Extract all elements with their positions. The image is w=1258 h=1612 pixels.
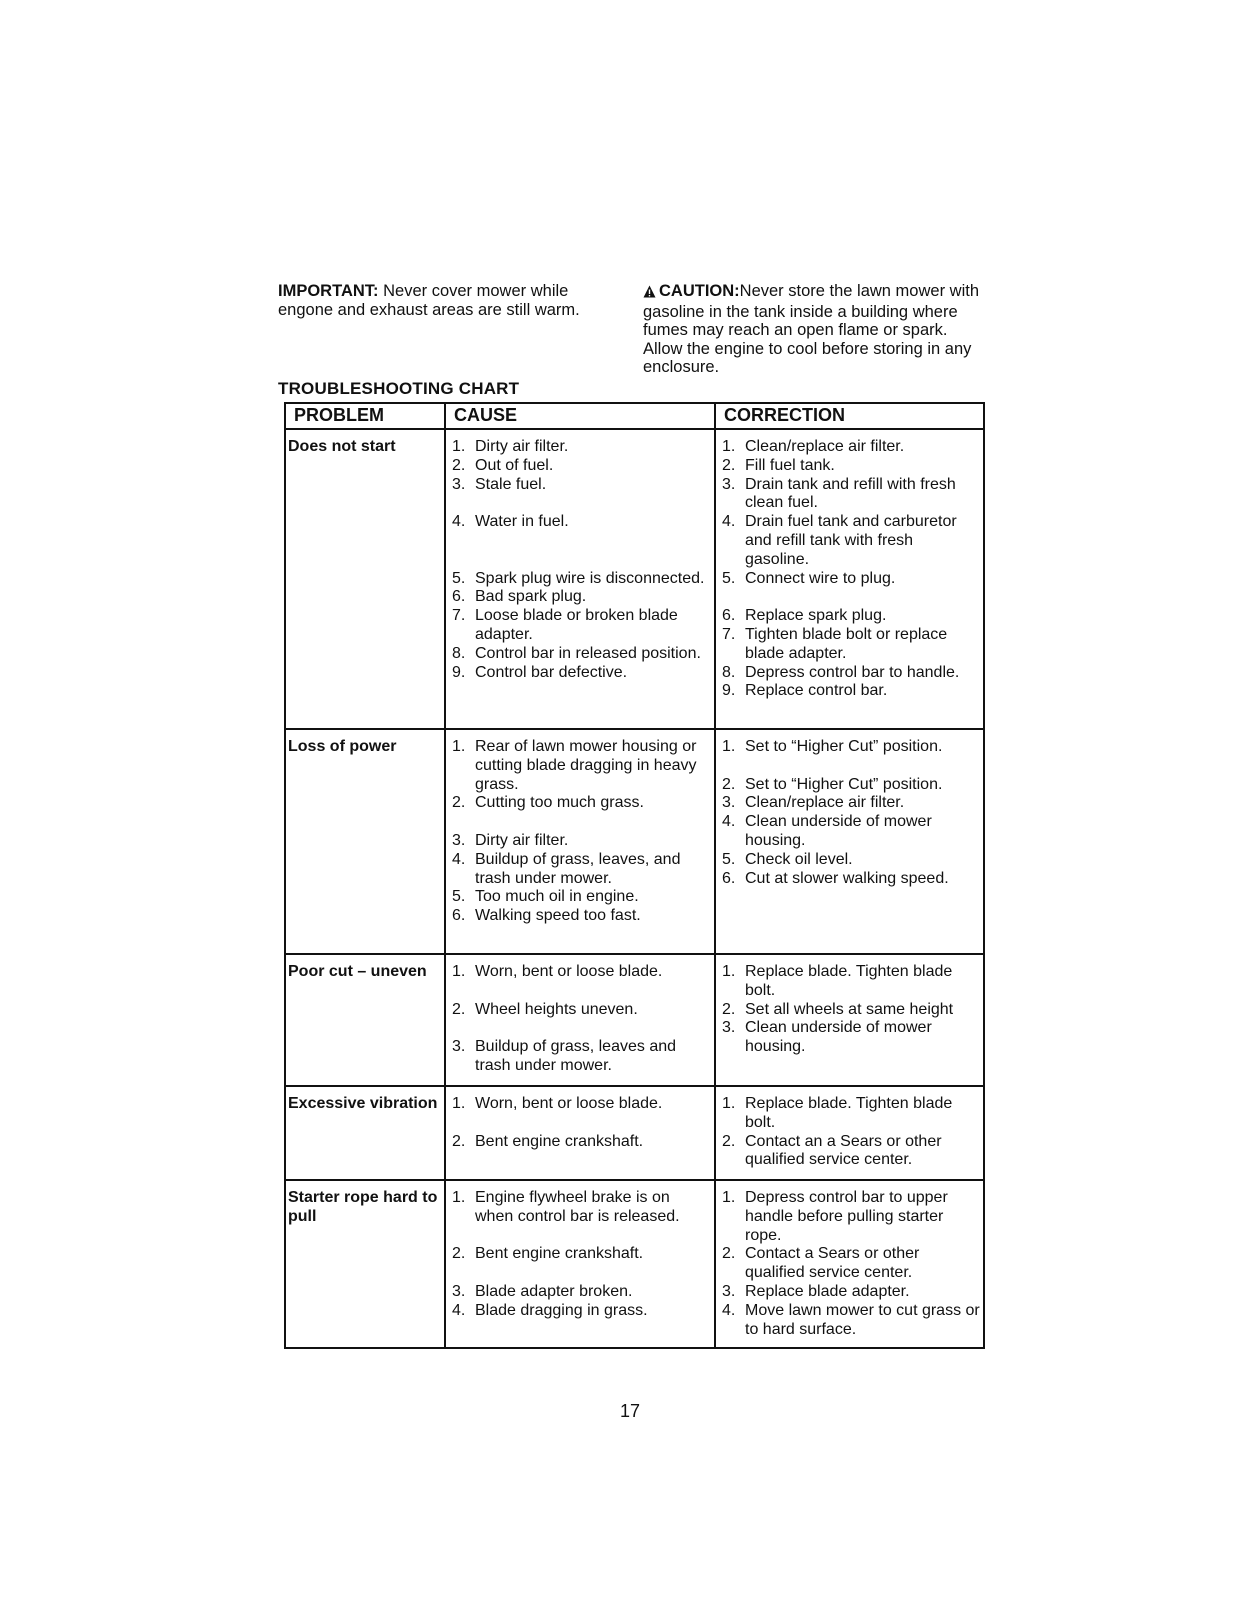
correction-number: 1.	[722, 1095, 736, 1112]
correction-cell	[714, 1181, 983, 1347]
cause-text: Spark plug wire is disconnected.	[475, 569, 705, 587]
cause-number: 3.	[452, 831, 466, 849]
cause-text: Buildup of grass, leaves, and trash under mower.	[475, 850, 681, 887]
cause-number: 4.	[452, 1301, 466, 1319]
cause-number: 9.	[452, 663, 466, 681]
cause-text	[475, 494, 712, 513]
correction-number: 2.	[722, 775, 736, 793]
correction-number: 3.	[722, 1019, 736, 1037]
cause-number	[450, 1114, 475, 1133]
cause-number	[450, 551, 475, 570]
correction-item	[720, 776, 981, 795]
cause-text	[475, 982, 712, 1001]
cause-text	[475, 813, 712, 832]
correction-number: 2.	[722, 1000, 736, 1018]
cause-text	[475, 551, 712, 570]
cause-text: Blade adapter broken.	[475, 1282, 633, 1300]
cause-text	[475, 1227, 712, 1246]
correction-number: 2.	[722, 1245, 736, 1263]
cause-number: 8.	[452, 644, 466, 662]
table-row	[286, 1087, 983, 1181]
cause-item	[450, 588, 712, 607]
correction-item	[720, 851, 981, 870]
cause-item	[450, 664, 712, 683]
correction-item	[720, 588, 981, 607]
correction-text: Move lawn mower to cut grass or to hard surface.	[745, 1301, 980, 1338]
important-note	[278, 282, 623, 319]
important-label: IMPORTANT:	[278, 282, 379, 300]
correction-number: 8.	[722, 663, 736, 681]
correction-number	[720, 588, 745, 607]
cause-item	[450, 551, 712, 570]
correction-text	[745, 757, 981, 776]
cause-item	[450, 738, 712, 794]
cause-number: 1.	[452, 1189, 466, 1206]
table-row	[286, 430, 983, 730]
correction-number: 2.	[722, 456, 736, 474]
correction-text: Contact a Sears or other qualified service center.	[745, 1245, 920, 1282]
cause-item	[450, 494, 712, 513]
correction-text: Fill fuel tank.	[745, 456, 835, 474]
correction-number: 1.	[722, 1189, 736, 1206]
cause-number	[450, 1019, 475, 1038]
cause-item	[450, 1302, 712, 1321]
cause-item	[450, 1264, 712, 1283]
cause-cell	[444, 730, 714, 953]
cause-item	[450, 982, 712, 1001]
correction-number: 1.	[722, 438, 736, 455]
cause-text	[475, 1264, 712, 1283]
correction-text: Replace control bar.	[745, 682, 888, 700]
correction-number: 7.	[722, 625, 736, 643]
cause-number: 6.	[452, 588, 466, 606]
cause-number: 4.	[452, 850, 466, 868]
cause-cell	[444, 955, 714, 1085]
cause-number	[450, 494, 475, 513]
cause-text: Water in fuel.	[475, 513, 569, 531]
cause-text: Cutting too much grass.	[475, 794, 644, 812]
table-body	[286, 430, 983, 1347]
cause-number: 3.	[452, 475, 466, 493]
correction-item	[720, 626, 981, 664]
cause-number: 3.	[452, 1038, 466, 1056]
cause-item	[450, 457, 712, 476]
correction-item	[720, 1095, 981, 1133]
correction-text: Set to “Higher Cut” position.	[745, 775, 943, 793]
cause-item	[450, 1114, 712, 1133]
cause-item	[450, 1189, 712, 1227]
cause-number: 5.	[452, 569, 466, 587]
cause-number: 2.	[452, 1245, 466, 1263]
cause-item	[450, 1245, 712, 1264]
troubleshooting-table	[284, 402, 985, 1349]
cause-item	[450, 607, 712, 645]
cause-number: 5.	[452, 888, 466, 906]
cause-text: Control bar in released position.	[475, 644, 701, 662]
cause-item	[450, 1227, 712, 1246]
cause-item	[450, 476, 712, 495]
correction-item	[720, 963, 981, 1001]
correction-item	[720, 813, 981, 851]
correction-number: 5.	[722, 569, 736, 587]
correction-text: Clean/replace air filter.	[745, 794, 905, 812]
cause-item	[450, 963, 712, 982]
correction-text: Connect wire to plug.	[745, 569, 896, 587]
correction-number: 4.	[722, 513, 736, 531]
header-cause: CAUSE	[444, 404, 714, 428]
correction-text: Clean/replace air filter.	[745, 438, 905, 455]
table-header	[286, 404, 983, 430]
correction-number: 5.	[722, 850, 736, 868]
correction-text: Clean underside of mower housing.	[745, 1019, 932, 1056]
cause-text	[475, 532, 712, 551]
cause-text: Buildup of grass, leaves and trash under mower.	[475, 1038, 677, 1074]
cause-item	[450, 570, 712, 589]
correction-number: 2.	[722, 1132, 736, 1150]
correction-text	[745, 588, 981, 607]
correction-item	[720, 1283, 981, 1302]
correction-cell	[714, 1087, 983, 1179]
caution-note	[643, 282, 988, 377]
cause-text: Dirty air filter.	[475, 438, 569, 455]
cause-item	[450, 832, 712, 851]
cause-text: Worn, bent or loose blade.	[475, 963, 663, 980]
correction-number: 9.	[722, 682, 736, 700]
correction-item	[720, 1001, 981, 1020]
cause-item	[450, 532, 712, 551]
correction-number: 3.	[722, 794, 736, 812]
correction-text: Drain fuel tank and carburetor and refill tank with fresh gasoline.	[745, 513, 957, 568]
correction-text: Depress control bar to upper handle before pulling starter rope.	[745, 1189, 948, 1244]
correction-text: Cut at slower walking speed.	[745, 869, 949, 887]
correction-item	[720, 870, 981, 889]
cause-text: Blade dragging in grass.	[475, 1301, 648, 1319]
cause-number: 1.	[452, 738, 466, 755]
cause-item	[450, 1019, 712, 1038]
correction-number: 6.	[722, 869, 736, 887]
cause-text: Stale fuel.	[475, 475, 547, 493]
warning-triangle-icon	[643, 284, 656, 303]
table-row	[286, 730, 983, 955]
correction-item	[720, 1245, 981, 1283]
cause-text: Dirty air filter.	[475, 831, 569, 849]
correction-number	[720, 757, 745, 776]
correction-number: 6.	[722, 607, 736, 625]
cause-text: Engine flywheel brake is on when control bar is released.	[475, 1189, 680, 1225]
cause-text	[475, 1114, 712, 1133]
correction-text: Check oil level.	[745, 850, 853, 868]
cause-number: 2.	[452, 1000, 466, 1018]
correction-item	[720, 738, 981, 757]
correction-text: Replace spark plug.	[745, 607, 887, 625]
cause-text: Control bar defective.	[475, 663, 628, 681]
correction-item	[720, 457, 981, 476]
cause-item	[450, 1133, 712, 1152]
correction-text: Set all wheels at same height	[745, 1000, 954, 1018]
cause-number	[450, 982, 475, 1001]
cause-cell	[444, 1181, 714, 1347]
cause-number: 3.	[452, 1282, 466, 1300]
correction-text: Drain tank and refill with fresh clean fuel.	[745, 475, 956, 512]
caution-label: CAUTION:	[659, 282, 740, 300]
cause-item	[450, 1095, 712, 1114]
correction-text: Replace blade adapter.	[745, 1282, 910, 1300]
correction-text: Set to “Higher Cut” position.	[745, 738, 943, 755]
problem-cell: Excessive vibration	[288, 1095, 438, 1112]
correction-item	[720, 1019, 981, 1057]
correction-text: Tighten blade bolt or replace blade adapter.	[745, 625, 948, 662]
problem-cell: Starter rope hard to pull	[288, 1189, 438, 1225]
cause-number: 2.	[452, 456, 466, 474]
cause-text: Walking speed too fast.	[475, 907, 641, 925]
cause-item	[450, 794, 712, 813]
table-row	[286, 1181, 983, 1347]
cause-number: 2.	[452, 794, 466, 812]
correction-text: Depress control bar to handle.	[745, 663, 960, 681]
correction-item	[720, 682, 981, 701]
cause-number: 2.	[452, 1132, 466, 1150]
correction-item	[720, 476, 981, 514]
correction-item	[720, 794, 981, 813]
cause-item	[450, 813, 712, 832]
cause-text: Worn, bent or loose blade.	[475, 1095, 663, 1112]
chart-title: TROUBLESHOOTING CHART	[278, 379, 520, 398]
cause-item	[450, 851, 712, 889]
header-correction: CORRECTION	[714, 404, 983, 428]
cause-number: 4.	[452, 513, 466, 531]
cause-cell	[444, 1087, 714, 1179]
page-number: 17	[620, 1401, 641, 1421]
correction-cell	[714, 730, 983, 953]
cause-item	[450, 438, 712, 457]
correction-number: 1.	[722, 738, 736, 755]
cause-text: Wheel heights uneven.	[475, 1000, 638, 1018]
correction-cell	[714, 955, 983, 1085]
caution-text: Never store the lawn mower with gasoline in the tank inside a building where fumes may reach an open flame or spark. Allow the engine to cool before storing in any enclosure.	[643, 282, 979, 377]
cause-text: Bent engine crankshaft.	[475, 1245, 644, 1263]
correction-item	[720, 757, 981, 776]
correction-text: Replace blade. Tighten blade bolt.	[745, 1095, 953, 1131]
important-text: Never cover mower while engone and exhaust areas are still warm.	[278, 282, 580, 319]
cause-number: 1.	[452, 963, 466, 980]
cause-number	[450, 532, 475, 551]
correction-item	[720, 664, 981, 683]
cause-item	[450, 513, 712, 532]
problem-cell: Poor cut – uneven	[288, 963, 427, 980]
cause-number	[450, 1227, 475, 1246]
cause-text	[475, 1019, 712, 1038]
correction-number: 3.	[722, 1282, 736, 1300]
cause-text: Too much oil in engine.	[475, 888, 639, 906]
cause-text: Bent engine crankshaft.	[475, 1132, 644, 1150]
cause-cell	[444, 430, 714, 728]
correction-text: Contact an a Sears or other qualified service center.	[745, 1132, 942, 1169]
header-problem: PROBLEM	[294, 405, 384, 425]
cause-number: 6.	[452, 907, 466, 925]
cause-number: 7.	[452, 607, 466, 625]
correction-item	[720, 570, 981, 589]
cause-item	[450, 645, 712, 664]
correction-number: 3.	[722, 475, 736, 493]
correction-text: Replace blade. Tighten blade bolt.	[745, 963, 953, 999]
cause-text: Rear of lawn mower housing or cutting blade dragging in heavy grass.	[475, 738, 697, 793]
cause-text: Loose blade or broken blade adapter.	[475, 607, 678, 643]
cause-item	[450, 1283, 712, 1302]
correction-cell	[714, 430, 983, 728]
cause-text: Out of fuel.	[475, 456, 554, 474]
correction-text: Clean underside of mower housing.	[745, 813, 932, 849]
correction-item	[720, 1133, 981, 1171]
cause-number: 1.	[452, 438, 466, 455]
problem-cell: Does not start	[288, 438, 396, 455]
problem-cell: Loss of power	[288, 738, 397, 755]
cause-text: Bad spark plug.	[475, 588, 587, 606]
correction-item	[720, 438, 981, 457]
correction-item	[720, 607, 981, 626]
cause-number	[450, 813, 475, 832]
cause-number: 1.	[452, 1095, 466, 1112]
cause-item	[450, 907, 712, 926]
cause-item	[450, 1038, 712, 1076]
correction-item	[720, 1189, 981, 1245]
correction-number: 1.	[722, 963, 736, 980]
correction-number: 4.	[722, 1301, 736, 1319]
table-row	[286, 955, 983, 1087]
cause-item	[450, 1001, 712, 1020]
correction-number: 4.	[722, 813, 736, 831]
correction-item	[720, 1302, 981, 1340]
correction-item	[720, 513, 981, 569]
cause-number	[450, 1264, 475, 1283]
cause-item	[450, 888, 712, 907]
